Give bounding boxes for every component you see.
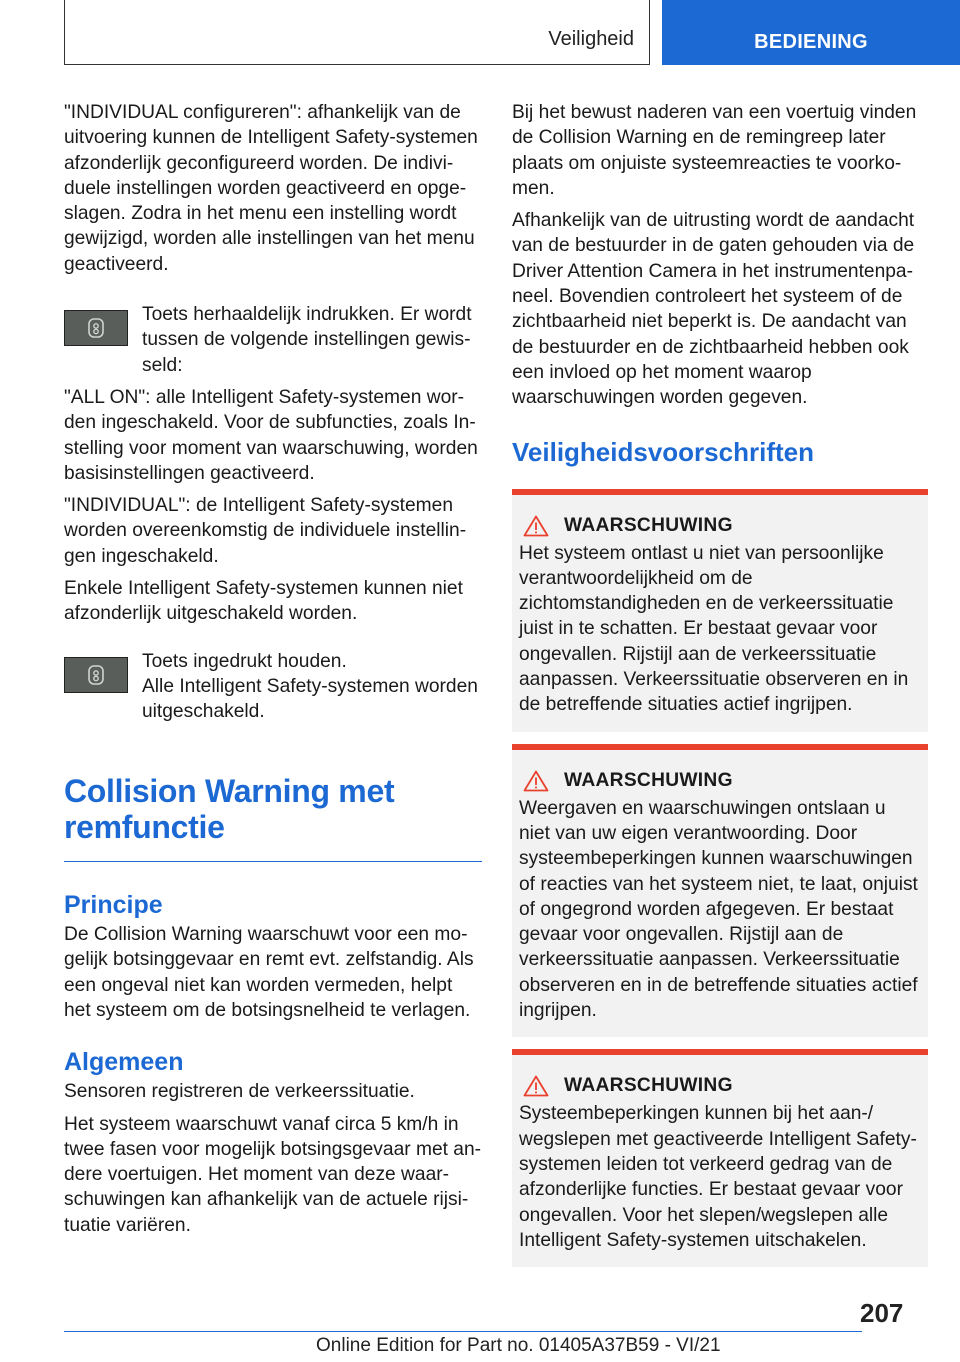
footer-rule (64, 1331, 862, 1332)
warning-text: Het systeem ontlast u niet van persoonlijke verantwoordelijkheid om de zichtomstandigheden en de verkeerssituatie juist in te schatten. Er bestaat gevaar voor ongevallen. Rijstijl aan de verkeerssituatie aanpassen. Verkeerssituatie observeren en in de betreffende situaties actief ingrijpen. (519, 542, 909, 716)
intro-paragraph: "INDIVIDUAL configureren": afhankelijk van de uitvoering kunnen de Intelligent Safety-systemen afzonderlijk geconfigureerd worden. De individuele instellingen worden geactiveerd en opgeslagen. Zodra in het menu een instelling wordt gewijzigd, worden alle instellingen van het menu geactiveerd. (64, 102, 478, 275)
safety-button-image (64, 657, 128, 693)
safety-button-icon (87, 318, 105, 338)
approach-paragraph: Bij het bewust naderen van een voertuig vinden de Collision Warning en de remingreep later plaats om onjuiste systeemreacties te voorkomen. (512, 102, 917, 199)
individual-paragraph: "INDIVIDUAL": de Intelligent Safety-systemen worden overeenkomstig de individuele instellingen ingeschakeld. (64, 495, 467, 567)
warning-box (512, 489, 928, 732)
all-on-paragraph: "ALL ON": alle Intelligent Safety-systemen worden ingeschakeld. Voor de subfuncties, zoals Instelling voor moment van waarschuwing, worden basisinstellingen geactiveerd. (64, 386, 478, 484)
algemeen-heading: Algemeen (64, 1048, 184, 1077)
safety-button-image (64, 310, 128, 346)
page-number: 207 (860, 1298, 904, 1328)
warning-box (512, 744, 928, 1038)
warning-triangle-icon (523, 515, 549, 537)
warning-title: WAARSCHUWING (564, 514, 733, 536)
attention-paragraph: Afhankelijk van de uitrusting wordt de aandacht van de bestuurder in de gaten gehouden via de Driver Attention Camera in het instrumentenpaneel. Bovendien controleert het systeem of de zichtbaarheid niet beperkt is. De aandacht van de bestuurder en de zichtbaarheid hebben ook een invloed op het moment waarop waarschuwingen worden gegeven. (512, 210, 915, 409)
warning-box (512, 1049, 928, 1267)
right-column (512, 100, 928, 1279)
press-hold-text: Toets ingedrukt houden. (142, 650, 347, 672)
press-repeat-text: Toets herhaaldelijk indrukken. Er wordt tussen de volgende instellingen gewisseld: (142, 304, 472, 376)
safety-button-icon (87, 665, 105, 685)
heading-rule (64, 861, 482, 863)
press-repeat-row (64, 302, 482, 378)
principe-heading: Principe (64, 891, 163, 920)
header-chapter-tab: BEDIENING (662, 0, 960, 65)
warning-triangle-icon (523, 770, 549, 792)
warning-title: WAARSCHUWING (564, 769, 733, 791)
left-column (64, 100, 482, 1245)
section-heading: Collision Warning met remfunctie (64, 772, 395, 845)
warning-text: Systeembeperkingen kunnen bij het aan-/ wegslepen met geactiveerde Intelligent Safety-systemen leiden tot verkeerd gedrag van de afzonderlijke functies. Er bestaat gevaar voor ongevallen. Voor het slepen/wegslepen alle Intelligent Safety-systemen uitschakelen. (519, 1103, 917, 1251)
principe-paragraph: De Collision Warning waarschuwt voor een mogelijk botsinggevaar en remt evt. zelfstandig. Als een ongeval niet kan worden vermeden, helpt het systeem om de botsingsnelheid te verlagen. (64, 924, 474, 1021)
some-systems-paragraph: Enkele Intelligent Safety-systemen kunnen niet afzonderlijk uitgeschakeld worden. (64, 578, 463, 625)
algemeen-paragraph-2: Het systeem waarschuwt vanaf circa 5 km/h in twee fasen voor mogelijk botsingsgevaar met andere voertuigen. Het moment van deze waarschuwingen kan afhankelijk van de actuele rijsituatie variëren. (64, 1113, 482, 1236)
warning-title: WAARSCHUWING (564, 1075, 733, 1097)
footer-edition: Online Edition for Part no. 01405A37B59 - VI/21 (316, 1335, 721, 1356)
safety-heading: Veiligheidsvoorschriften (512, 436, 814, 467)
all-off-text: Alle Intelligent Safety-systemen worden uitgeschakeld. (142, 675, 478, 723)
press-hold-row (64, 649, 482, 725)
algemeen-paragraph-1: Sensoren registreren de verkeerssituatie. (64, 1081, 415, 1103)
warning-text: Weergaven en waarschuwingen ontslaan u niet van uw eigen verantwoording. Door systeembeperkingen kunnen waarschuwingen of reacties van het systeem niet, te laat, onjuist of ongegrond worden afgegeven. Er bestaat gevaar voor ongevallen. Rijstijl aan de verkeerssituatie aanpassen. Verkeerssituatie observeren en in de betreffende situaties actief ingrijpen. (519, 797, 918, 1022)
warning-triangle-icon (523, 1075, 549, 1097)
header-section-title: Veiligheid (548, 28, 634, 50)
